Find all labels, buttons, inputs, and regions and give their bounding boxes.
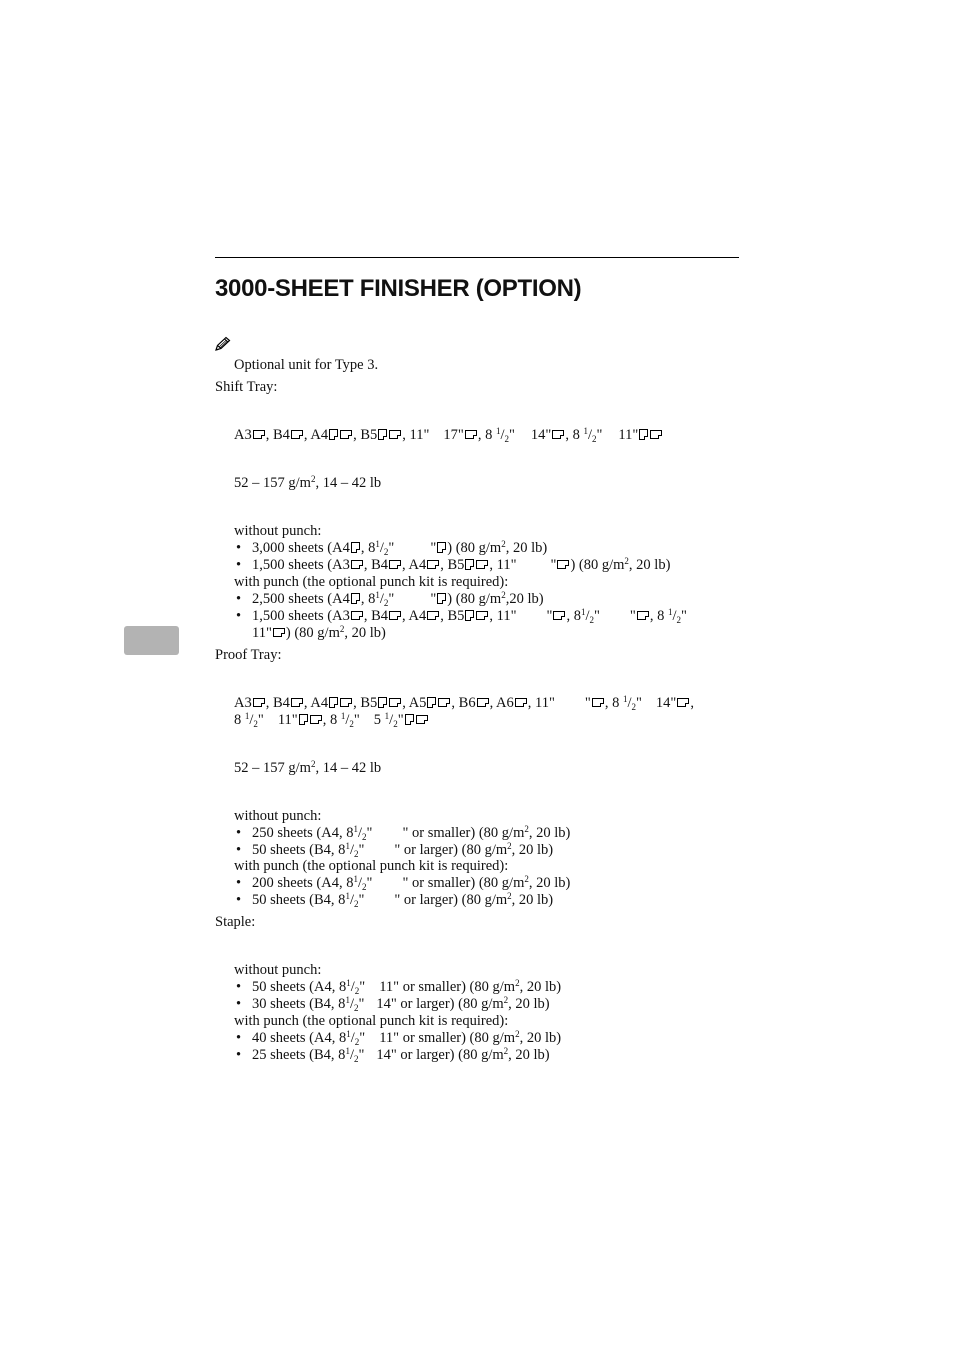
landscape-paper-icon	[291, 430, 303, 439]
superscript: 2	[310, 759, 316, 769]
section-label-staple: Staple:	[215, 914, 256, 930]
text-run: , B5	[353, 695, 378, 711]
bullet: •	[236, 1047, 242, 1063]
text-run: 8	[234, 712, 242, 728]
fraction-slash: /	[349, 842, 354, 858]
fraction-slash: /	[672, 608, 677, 624]
text-run: "	[508, 427, 515, 443]
text-run: , 20 lb)	[519, 979, 562, 995]
proof-paper-weight	[234, 760, 381, 777]
landscape-paper-icon	[389, 560, 401, 569]
landscape-paper-icon	[253, 698, 265, 707]
text-run: , 8	[360, 591, 376, 607]
portrait-paper-icon	[437, 542, 446, 553]
text-run: 14" or larger) (80 g/m	[376, 1047, 504, 1063]
fraction-slash: /	[349, 892, 354, 908]
text-run: 52 – 157 g/m	[234, 760, 311, 776]
fraction-slash: /	[587, 427, 592, 443]
text-run: 11"	[252, 625, 272, 641]
text-run: , 20 lb)	[508, 996, 550, 1012]
fraction-denominator: 2	[393, 719, 398, 729]
superscript: 2	[524, 874, 529, 884]
text-run: , B4	[265, 427, 290, 443]
fraction-denominator: 2	[383, 547, 389, 557]
text-run: A3	[234, 427, 252, 443]
text-run: "	[353, 712, 360, 728]
text-run: 11"	[618, 427, 639, 443]
text-run: 50 sheets (B4, 8	[252, 842, 346, 858]
text-run: , 14 – 42 lb	[315, 475, 382, 491]
text-run: "	[596, 427, 603, 443]
text-run: , 8	[604, 695, 620, 711]
fraction-numerator: 1	[353, 824, 358, 834]
bullet: •	[236, 875, 242, 891]
text-run: , A4	[402, 608, 427, 624]
text-run: , 20 lb)	[528, 875, 571, 891]
superscript: 2	[507, 891, 512, 901]
text-run: "	[584, 695, 591, 711]
text-run: , 20 lb)	[344, 625, 386, 641]
chapter-side-tab	[124, 626, 179, 655]
text-run: 17"	[443, 427, 464, 443]
superscript: 2	[524, 824, 529, 834]
fraction-denominator: 2	[362, 882, 367, 892]
landscape-paper-icon	[253, 430, 265, 439]
text-run: "	[388, 540, 395, 556]
fraction-denominator: 2	[253, 719, 258, 729]
shift-paper-weight	[234, 475, 381, 492]
bullet: •	[236, 996, 242, 1012]
text-run: 50 sheets (B4, 8	[252, 892, 346, 908]
landscape-paper-icon	[476, 560, 488, 569]
bullet: •	[236, 1030, 242, 1046]
landscape-paper-icon	[291, 698, 303, 707]
text-run: 14"	[530, 427, 552, 443]
text-run: "	[388, 591, 395, 607]
text-run: 3,000 sheets (A4	[252, 540, 350, 556]
fraction-denominator: 2	[353, 1003, 359, 1013]
text-run: 5	[373, 712, 382, 728]
text-run: 30 sheets (B4, 8	[252, 996, 346, 1012]
text-run: , B4	[363, 608, 389, 624]
fraction-denominator: 2	[589, 615, 594, 625]
portrait-paper-icon	[465, 559, 474, 570]
portrait-paper-icon	[465, 610, 474, 621]
proof-capacity-item	[252, 842, 553, 859]
staple-without-punch-label: without punch:	[234, 962, 322, 978]
text-run: , 8	[360, 540, 376, 556]
fraction-slash: /	[389, 712, 394, 728]
text-run: , 20 lb)	[528, 825, 571, 841]
fraction-slash: /	[585, 608, 590, 624]
landscape-paper-icon	[351, 560, 363, 569]
text-run: ,20 lb)	[505, 591, 544, 607]
text-run: 25 sheets (B4, 8	[252, 1047, 346, 1063]
page-title: 3000-SHEET FINISHER (OPTION)	[215, 275, 582, 302]
superscript: 2	[515, 1029, 520, 1039]
text-run: A3	[234, 695, 252, 711]
fraction-slash: /	[350, 979, 355, 995]
fraction-numerator: 1	[580, 607, 586, 617]
landscape-paper-icon	[416, 715, 428, 724]
portrait-paper-icon	[351, 542, 360, 553]
portrait-paper-icon	[378, 429, 387, 440]
superscript: 2	[503, 995, 509, 1005]
text-run: 1,500 sheets (A3	[252, 608, 350, 624]
fraction-slash: /	[350, 1030, 355, 1046]
portrait-paper-icon	[639, 429, 648, 440]
fraction-denominator: 2	[676, 615, 681, 625]
text-run: , B4	[265, 695, 290, 711]
text-run: 11"	[277, 712, 298, 728]
fraction-numerator: 1	[375, 590, 380, 600]
fraction-denominator: 2	[631, 702, 636, 712]
landscape-paper-icon	[677, 698, 689, 707]
proof-capacity-item	[252, 825, 570, 842]
text-run: , B4	[363, 557, 389, 573]
landscape-paper-icon	[592, 698, 604, 707]
superscript: 2	[310, 474, 316, 484]
fraction-denominator: 2	[354, 986, 360, 996]
text-run: , A4	[303, 695, 329, 711]
bullet: •	[236, 591, 242, 607]
fraction-numerator: 1	[495, 426, 501, 436]
portrait-paper-icon	[329, 429, 338, 440]
superscript: 2	[515, 978, 520, 988]
superscript: 2	[507, 841, 512, 851]
text-run: , 20 lb)	[505, 540, 548, 556]
superscript: 2	[501, 590, 506, 600]
header-rule	[215, 257, 739, 258]
note-text: Optional unit for Type 3.	[234, 357, 379, 373]
text-run: 11" or smaller) (80 g/m	[379, 979, 516, 995]
bullet: •	[236, 540, 242, 556]
text-run: , 20 lb)	[628, 557, 671, 573]
staple-capacity-item	[252, 1030, 561, 1047]
text-run: , A4	[402, 557, 427, 573]
fraction-slash: /	[349, 1047, 354, 1063]
text-run: "	[680, 608, 687, 624]
text-run: "	[358, 996, 365, 1012]
staple-capacity-item	[252, 1047, 550, 1064]
proof-without-punch-label: without punch:	[234, 808, 322, 824]
bullet: •	[236, 842, 242, 858]
text-run: , 11"	[402, 427, 430, 443]
text-run: , 8	[649, 608, 665, 624]
shift-without-punch-label: without punch:	[234, 523, 322, 539]
text-run: 250 sheets (A4, 8	[252, 825, 354, 841]
text-run: "	[546, 608, 553, 624]
landscape-paper-icon	[438, 698, 450, 707]
fraction-denominator: 2	[383, 598, 389, 608]
superscript: 2	[339, 624, 345, 634]
shift-capacity-item	[252, 540, 547, 557]
text-run: , B6	[451, 695, 476, 711]
shift-paper-size-line	[234, 427, 663, 444]
superscript: 2	[503, 1046, 509, 1056]
text-run: "	[257, 712, 264, 728]
text-run: 14" or larger) (80 g/m	[376, 996, 504, 1012]
text-run: , 8	[565, 427, 580, 443]
staple-capacity-item	[252, 979, 561, 996]
bullet: •	[236, 892, 242, 908]
fraction-numerator: 1	[345, 995, 350, 1005]
portrait-paper-icon	[329, 697, 338, 708]
proof-capacity-item	[252, 892, 553, 909]
portrait-paper-icon	[299, 714, 308, 725]
text-run: "	[358, 1047, 365, 1063]
landscape-paper-icon	[389, 430, 401, 439]
fraction-numerator: 1	[375, 539, 380, 549]
bullet: •	[236, 557, 242, 573]
landscape-paper-icon	[650, 430, 662, 439]
text-run: 52 – 157 g/m	[234, 475, 311, 491]
text-run: 1,500 sheets (A3	[252, 557, 350, 573]
fraction-numerator: 1	[583, 426, 588, 436]
portrait-paper-icon	[351, 593, 360, 604]
text-run: , A4	[303, 427, 329, 443]
text-run: ) (80 g/m	[447, 540, 502, 556]
fraction-denominator: 2	[353, 849, 359, 859]
text-run: " or larger) (80 g/m	[394, 892, 508, 908]
bullet: •	[236, 608, 242, 624]
text-run: 40 sheets (A4, 8	[252, 1030, 347, 1046]
fraction-slash: /	[500, 427, 505, 443]
fraction-numerator: 1	[384, 711, 390, 721]
fraction-denominator: 2	[353, 1054, 359, 1064]
fraction-numerator: 1	[340, 711, 346, 721]
bullet: •	[236, 825, 242, 841]
landscape-paper-icon	[351, 611, 363, 620]
fraction-numerator: 1	[667, 607, 673, 617]
text-run: , 20 lb)	[519, 1030, 562, 1046]
portrait-paper-icon	[405, 714, 414, 725]
section-label-proof-tray: Proof Tray:	[215, 647, 282, 663]
proof-paper-size-line	[234, 712, 429, 729]
landscape-paper-icon	[389, 611, 401, 620]
text-run: 50 sheets (A4, 8	[252, 979, 347, 995]
landscape-paper-icon	[427, 611, 439, 620]
text-run: " or smaller) (80 g/m	[402, 825, 525, 841]
landscape-paper-icon	[553, 611, 565, 620]
text-run: "	[366, 875, 373, 891]
text-run: "	[593, 608, 600, 624]
text-run: , 11"	[489, 608, 517, 624]
text-run: , 20 lb)	[511, 842, 554, 858]
landscape-paper-icon	[310, 715, 322, 724]
fraction-numerator: 1	[353, 874, 358, 884]
text-run: "	[359, 1030, 366, 1046]
text-run: "	[550, 557, 557, 573]
pencil-note-icon	[214, 336, 232, 352]
text-run: ,	[690, 695, 694, 711]
landscape-paper-icon	[637, 611, 649, 620]
text-run: , 8	[477, 427, 493, 443]
fraction-denominator: 2	[354, 1037, 360, 1047]
text-run: , 14 – 42 lb	[315, 760, 382, 776]
fraction-denominator: 2	[591, 434, 597, 444]
fraction-numerator: 1	[244, 711, 250, 721]
text-run: "	[430, 540, 437, 556]
text-run: , B5	[353, 427, 378, 443]
proof-paper-size-line	[234, 695, 694, 712]
text-run: , B5	[440, 608, 465, 624]
landscape-paper-icon	[273, 628, 285, 637]
landscape-paper-icon	[552, 430, 564, 439]
text-run: 200 sheets (A4, 8	[252, 875, 354, 891]
bullet: •	[236, 979, 242, 995]
landscape-paper-icon	[557, 560, 569, 569]
text-run: "	[397, 712, 404, 728]
text-run: , 8	[566, 608, 581, 624]
text-run: , 20 lb)	[511, 892, 554, 908]
portrait-paper-icon	[437, 593, 446, 604]
fraction-slash: /	[358, 825, 363, 841]
landscape-paper-icon	[427, 560, 439, 569]
text-run: , 11"	[489, 557, 517, 573]
fraction-denominator: 2	[353, 899, 359, 909]
fraction-slash: /	[345, 712, 350, 728]
text-run: ) (80 g/m	[285, 625, 340, 641]
staple-capacity-item	[252, 996, 550, 1013]
text-run: "	[359, 979, 366, 995]
landscape-paper-icon	[515, 698, 527, 707]
text-run: , 8	[322, 712, 338, 728]
text-run: " or smaller) (80 g/m	[402, 875, 525, 891]
fraction-slash: /	[358, 875, 363, 891]
section-label-shift-tray: Shift Tray:	[215, 379, 278, 395]
text-run: "	[635, 695, 642, 711]
text-run: "	[358, 842, 365, 858]
text-run: , A6	[489, 695, 514, 711]
text-run: ) (80 g/m	[447, 591, 502, 607]
shift-capacity-item-continued	[252, 625, 386, 642]
text-run: "	[430, 591, 437, 607]
proof-with-punch-label: with punch (the optional punch kit is required):	[234, 858, 509, 874]
text-run: "	[366, 825, 373, 841]
landscape-paper-icon	[465, 430, 477, 439]
shift-capacity-item	[252, 591, 544, 608]
landscape-paper-icon	[340, 698, 352, 707]
fraction-slash: /	[379, 540, 384, 556]
shift-capacity-item	[252, 608, 687, 625]
fraction-numerator: 1	[345, 1046, 350, 1056]
landscape-paper-icon	[477, 698, 489, 707]
text-run: ) (80 g/m	[570, 557, 625, 573]
fraction-slash: /	[249, 712, 254, 728]
fraction-numerator: 1	[622, 694, 628, 704]
fraction-numerator: 1	[346, 978, 351, 988]
landscape-paper-icon	[389, 698, 401, 707]
staple-with-punch-label: with punch (the optional punch kit is required):	[234, 1013, 509, 1029]
text-run: , A5	[402, 695, 427, 711]
fraction-slash: /	[379, 591, 384, 607]
fraction-numerator: 1	[346, 1029, 351, 1039]
text-run: , 11"	[527, 695, 555, 711]
fraction-denominator: 2	[349, 719, 354, 729]
superscript: 2	[501, 539, 506, 549]
landscape-paper-icon	[476, 611, 488, 620]
text-run: , B5	[440, 557, 465, 573]
text-run: 2,500 sheets (A4	[252, 591, 350, 607]
fraction-slash: /	[349, 996, 354, 1012]
text-run: , 20 lb)	[508, 1047, 550, 1063]
superscript: 2	[624, 556, 629, 566]
fraction-numerator: 1	[345, 841, 350, 851]
fraction-denominator: 2	[504, 434, 509, 444]
fraction-slash: /	[627, 695, 632, 711]
landscape-paper-icon	[340, 430, 352, 439]
text-run: 14"	[655, 695, 677, 711]
fraction-numerator: 1	[345, 891, 350, 901]
text-run: "	[629, 608, 636, 624]
proof-capacity-item	[252, 875, 570, 892]
text-run: "	[358, 892, 365, 908]
portrait-paper-icon	[427, 697, 436, 708]
shift-capacity-item	[252, 557, 670, 574]
shift-with-punch-label: with punch (the optional punch kit is required):	[234, 574, 509, 590]
portrait-paper-icon	[378, 697, 387, 708]
fraction-denominator: 2	[362, 832, 367, 842]
text-run: 11" or smaller) (80 g/m	[379, 1030, 516, 1046]
text-run: " or larger) (80 g/m	[394, 842, 508, 858]
